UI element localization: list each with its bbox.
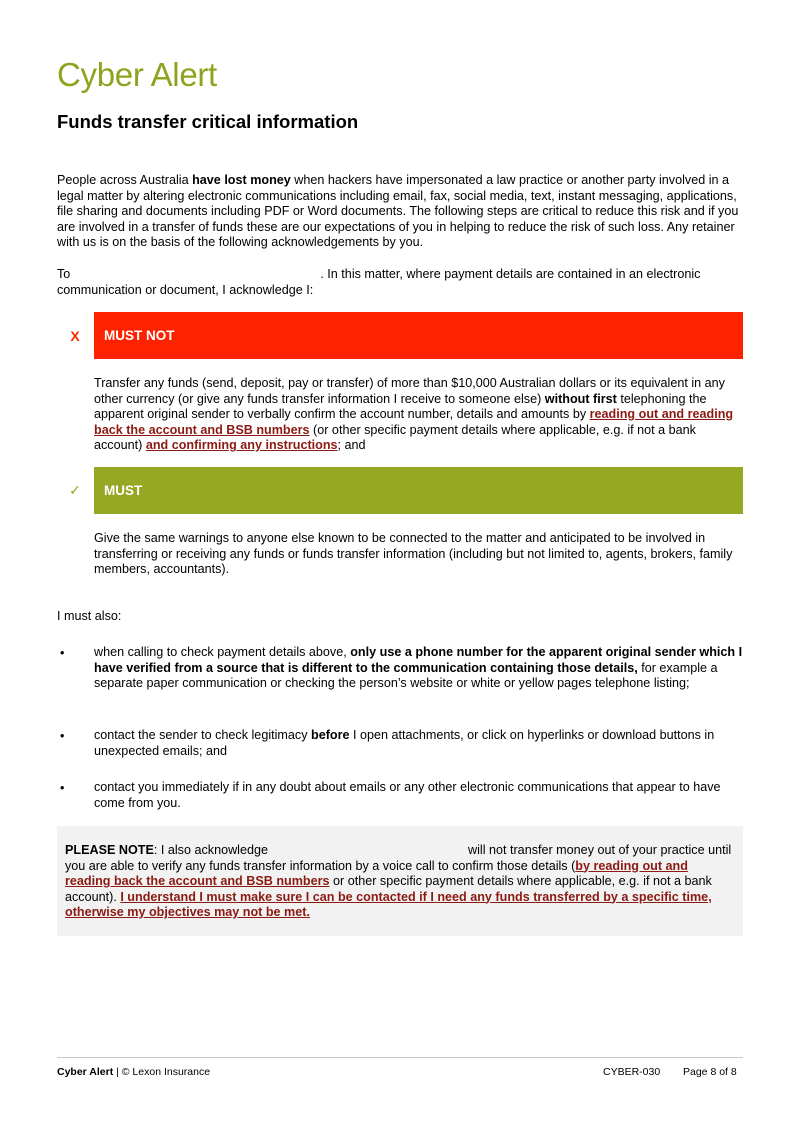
footer-left: [57, 1066, 210, 1078]
to-line-text: . In this matter, where payment details are contained in an electronic communication or document, I acknowledge I:: [57, 267, 701, 297]
must-not-banner: MUST NOT: [94, 312, 743, 359]
note-text-2: will not transfer money out of your practice until you are able to verify any funds transfer information by a voice call to confirm those details (: [65, 843, 732, 873]
bullet-icon: •: [60, 646, 65, 660]
x-icon: X: [70, 328, 80, 344]
bullet-1-text: when calling to check payment details above,: [94, 645, 351, 659]
must-not-emphasis-1: reading out and reading back the account and BSB numbers: [94, 407, 734, 437]
bullet-icon: •: [60, 781, 65, 795]
document-subtitle: Funds transfer critical information: [57, 111, 359, 132]
checkmark-icon: ✓: [69, 482, 81, 498]
must-paragraph: Give the same warnings to anyone else known to be connected to the matter and anticipated to be involved in transferring or receiving any funds or funds transfer information (including but not limited to, agents, brokers, family members, accountants).: [94, 531, 733, 576]
bullet-item-2: [94, 728, 744, 759]
intro-bold: have lost money: [192, 173, 291, 187]
note-emphasis-2: I understand I must make sure I can be contacted if I need any funds transferred by a specific time, otherwise my objectives may not be met.: [65, 889, 712, 919]
must-not-text-2: telephoning the apparent original sender to verbally confirm the account number, details and amounts by: [94, 391, 707, 421]
must-not-text-3: (or other specific payment details where applicable, e.g. if not a bank account): [94, 422, 696, 452]
please-note-box: [57, 826, 743, 936]
must-not-paragraph: [94, 376, 744, 454]
must-not-emphasis-2: and confirming any instructions: [145, 438, 338, 452]
must-not-text-4: ; and: [337, 438, 366, 452]
intro-paragraph: [57, 173, 747, 251]
bullet-1-bold: only use a phone number for the apparent original sender which I have verified from a source that is different to the communication containing those details,: [94, 645, 743, 675]
also-heading: I must also:: [57, 609, 122, 623]
footer-divider: [57, 1057, 743, 1058]
intro-text-cont: when hackers have impersonated a law practice or another party involved in a legal matter by altering electronic communications including email, fax, social media, text, instant messaging, applications, file sharing and documents including PDF or Word documents. The following steps are critical to reduce this risk and if you are involved in a transfer of funds these are our expectations of you in helping to reduce the risk of such loss. Any retainer with us is on the basis of the following acknowledgements by you.: [57, 173, 739, 249]
document-code: CYBER-030: [603, 1066, 661, 1078]
footer-copyright: | © Lexon Insurance: [113, 1066, 211, 1078]
note-emphasis-1: by reading out and reading back the account and BSB numbers: [65, 858, 688, 888]
bullet-1-text-2: for example a separate paper communication or checking the person’s website or white or yellow pages telephone listing;: [94, 660, 718, 690]
to-label: To: [57, 267, 71, 281]
note-text: : I also acknowledge: [153, 843, 268, 857]
document-title: Cyber Alert: [57, 56, 217, 93]
must-banner: MUST: [94, 467, 743, 514]
note-label: PLEASE NOTE: [65, 843, 154, 857]
to-line: [57, 267, 747, 298]
bullet-2-text: contact the sender to check legitimacy: [94, 728, 312, 742]
footer-brand: Cyber Alert: [57, 1066, 114, 1078]
bullet-item-1: [94, 645, 744, 692]
bullet-2-bold: before: [311, 728, 350, 742]
bullet-2-text-2: I open attachments, or click on hyperlinks or download buttons in unexpected emails; and: [94, 728, 715, 758]
must-not-text: Transfer any funds (send, deposit, pay or transfer) of more than $10,000 Australian dollars or its equivalent in any other currency (or give any funds transfer information I receive to someone else): [94, 376, 725, 406]
must-not-bold: without first: [544, 391, 617, 406]
intro-text: People across Australia: [57, 173, 193, 187]
page-number: Page 8 of 8: [683, 1066, 737, 1078]
note-text-3: or other specific payment details where applicable, e.g. if not a bank account).: [65, 874, 712, 904]
bullet-icon: •: [60, 729, 65, 743]
bullet-item-3: contact you immediately if in any doubt about emails or any other electronic communications that appear to have come from you.: [94, 780, 721, 810]
